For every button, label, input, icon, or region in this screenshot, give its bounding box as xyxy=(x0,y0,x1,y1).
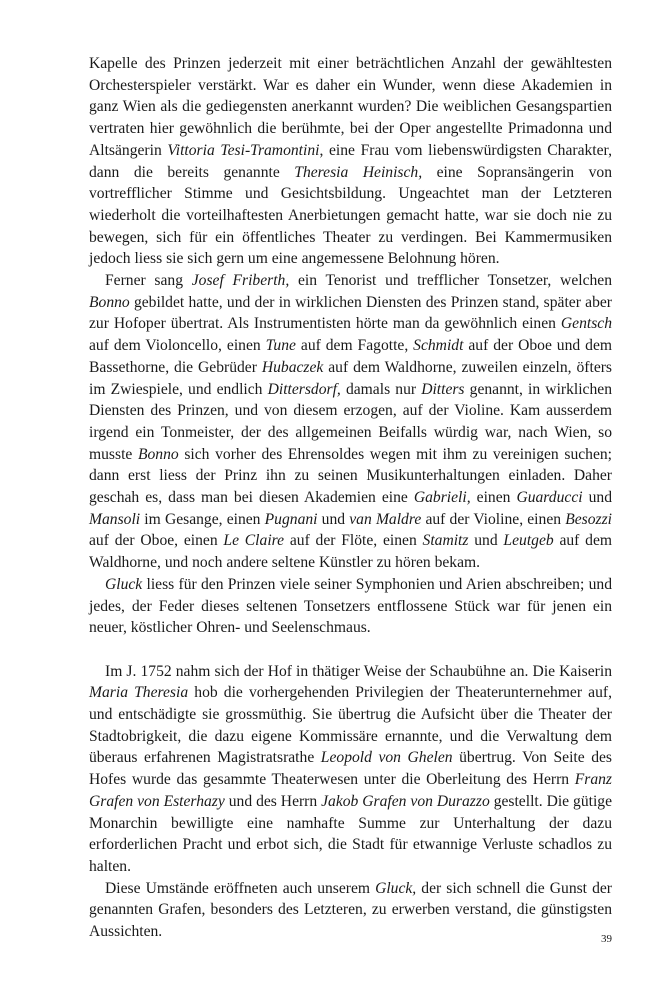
text-run: Im J. 1752 nahm sich der Hof in thätiger Weise der Schaubühne an. Die Kaiserin xyxy=(105,662,612,680)
italic-name: Gentsch xyxy=(560,315,612,333)
text-run: auf der Oboe und dem Bassethorne, die Gebrüder xyxy=(89,337,612,376)
text-run: auf dem Waldhorne, zuweilen einzeln, öfters im Zwiespiele, und endlich xyxy=(89,358,613,398)
italic-name: Maria Theresia xyxy=(89,684,189,702)
italic-name: Gabrieli, xyxy=(413,489,471,507)
italic-name: Franz Grafen von Esterhazy xyxy=(89,771,612,810)
text-run: einen xyxy=(470,489,517,507)
text-run: übertrug. Von Seite des Hofes wurde das gesammte Theaterwesen unter die Oberleitung des Herrn xyxy=(89,749,613,789)
paragraph xyxy=(89,878,612,943)
text-run: und xyxy=(582,489,612,507)
italic-name: Schmidt xyxy=(413,337,464,355)
italic-name: Tune xyxy=(265,337,296,355)
italic-name: Vittoria Tesi-Tramontini xyxy=(167,141,320,159)
italic-name: Stamitz xyxy=(422,532,469,550)
italic-name: Bonno xyxy=(137,445,179,463)
text-run: Kapelle des Prinzen jederzeit mit einer beträchtlichen Anzahl der gewähltesten Orchesterspieler verstärkt. War es daher ein Wunder, wenn diese Akademien in ganz Wien als die gediegensten anerkannt wurden? Die weiblichen Gesangspartien vertraten hier gewöhnlich die berühmte, bei der Oper angestellte Primadonna und Altsängerin xyxy=(89,55,612,159)
italic-name: Gluck, xyxy=(375,879,417,897)
text-run: auf dem Waldhorne, und noch andere seltene Künstler zu hören bekam. xyxy=(89,532,612,572)
italic-name: Gluck xyxy=(105,575,143,593)
paragraph xyxy=(89,270,612,574)
text-run: und des Herrn xyxy=(224,792,322,810)
italic-name: Mansoli xyxy=(89,510,141,528)
page-number: 39 xyxy=(601,933,612,945)
paragraph xyxy=(89,574,612,639)
text-run: auf der Flöte, einen xyxy=(284,532,423,550)
italic-name: Jakob Grafen von Durazzo xyxy=(321,792,490,810)
text-run: hob die vorhergehenden Privilegien der Theaterunternehmer auf, und entschädigte sie grossmüthig. Sie übertrug die Aufsicht über die Theater der Stadtobrigkeit, die dazu eigene Kommissäre ernannte, und die Verwaltung dem überaus erfahrenen Magistratsrathe xyxy=(89,684,612,767)
text-run: sich vorher des Ehrensoldes wegen mit ihm zu vereinigen suchen; dann erst liess der Prinz ihn zu seinen Musikunterhaltungen einladen. Daher geschah es, dass man bei diesen Akademien eine xyxy=(89,445,613,507)
text-run: liess für den Prinzen viele seiner Symphonien und Arien abschreiben; und jedes, der Feder dieses seltenen Tonsetzers entflossene Stück war für jenen ein neuer, köstlicher Ohren- und Seelenschmaus. xyxy=(89,575,612,637)
text-run: und xyxy=(468,532,504,550)
italic-name: Bonno xyxy=(89,293,130,311)
text-run: auf der Oboe, einen xyxy=(89,532,224,550)
body-text xyxy=(89,53,612,943)
italic-name: Leutgeb xyxy=(503,532,554,550)
paragraph xyxy=(89,661,612,878)
italic-name: Hubaczek xyxy=(261,358,324,376)
text-run: im Gesange, einen xyxy=(140,510,265,528)
text-run: auf der Violine, einen xyxy=(421,510,566,528)
paragraph xyxy=(89,53,612,270)
text-run: genannt, in wirklichen Diensten des Prinzen, und von diesem erzogen, auf der Violine. Kam ausserdem irgend ein Tonmeister, der des allgemeinen Beifalls würdig war, nach Wien, so musste xyxy=(89,380,612,463)
text-run: eine Sopransängerin von vortrefflicher Stimme und Gesichtsbildung. Ungeachtet man der Letzteren wiederholt die vorteilhaftesten Anerbietungen gemacht hatte, war sie doch nie zu bewegen, sich für ein öffentliches Theater zu verdingen. Bei Kammermusiken jedoch liess sie sich gern um eine angemessene Belohnung hören. xyxy=(89,163,613,268)
text-run: der sich schnell die Gunst der genannten Grafen, besonders des Letzteren, zu erwerben verstand, die günstigsten Aussichten. xyxy=(89,879,612,941)
italic-name: van Maldre xyxy=(349,510,422,528)
italic-name: Josef Friberth, xyxy=(191,272,290,290)
text-run: auf dem Fagotte, xyxy=(295,337,414,355)
italic-name: Le Claire xyxy=(223,532,285,550)
text-run: , eine Frau vom liebenswürdigsten Charakter, dann die bereits genannte xyxy=(89,141,613,181)
italic-name: Besozzi xyxy=(565,510,612,528)
text-run: Diese Umstände eröffneten auch unserem xyxy=(105,879,376,897)
text-run: gestellt. Die gütige Monarchin bewilligte eine namhafte Summe zur Unterhaltung der dazu erforderlichen Pracht und erbot sich, die Stadt für etwannige Verluste schadlos zu halten. xyxy=(89,792,613,875)
italic-name: Pugnani xyxy=(264,510,318,528)
text-run: ein Tenorist und trefflicher Tonsetzer, welchen xyxy=(289,272,613,290)
italic-name: Guarducci xyxy=(516,489,583,507)
text-run: Ferner sang xyxy=(105,272,192,290)
text-run: gebildet hatte, und der in wirklichen Diensten des Prinzen stand, später aber zur Hofoper übertrat. Als Instrumentisten hörte man da gewöhnlich einen xyxy=(89,293,612,333)
italic-name: Ditters xyxy=(421,380,465,398)
italic-name: Leopold von Ghelen xyxy=(320,749,453,767)
italic-name: Theresia Heinisch, xyxy=(294,163,423,181)
text-run: damals nur xyxy=(340,380,422,398)
text-run: und xyxy=(317,510,350,528)
italic-name: Dittersdorf, xyxy=(267,380,341,398)
text-run: auf dem Violoncello, einen xyxy=(89,337,266,355)
